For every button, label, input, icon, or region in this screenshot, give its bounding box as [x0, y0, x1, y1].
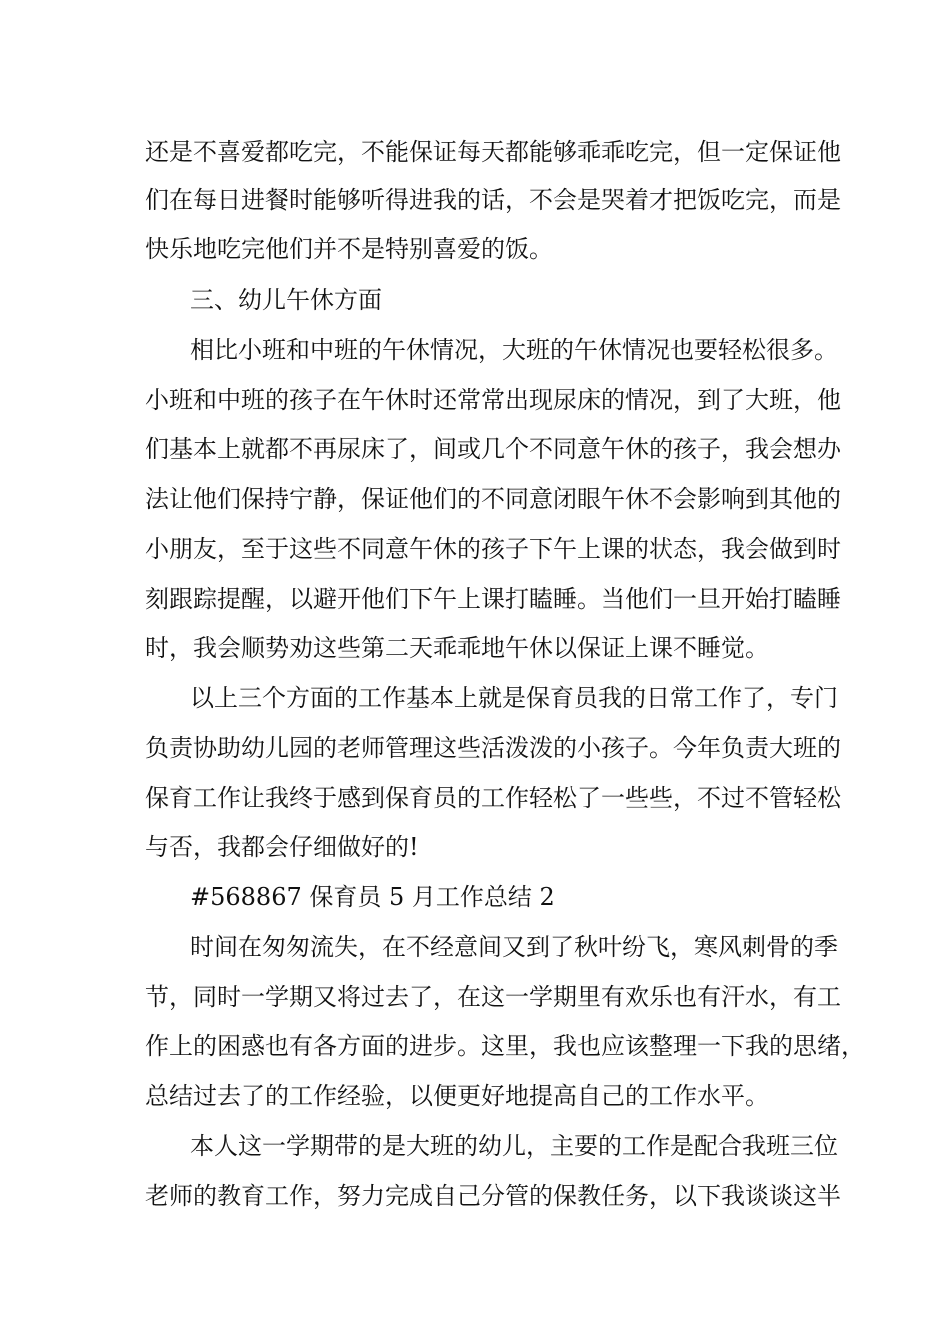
text-line: 总结过去了的工作经验，以便更好地提高自己的工作水平。 [145, 1082, 769, 1110]
text-line: 刻跟踪提醒，以避开他们下午上课打瞌睡。当他们一旦开始打瞌睡 [145, 585, 841, 613]
text-line: 负责协助幼儿园的老师管理这些活泼泼的小孩子。今年负责大班的 [145, 734, 841, 762]
text-line: 作上的困惑也有各方面的进步。这里，我也应该整理一下我的思绪， [145, 1032, 865, 1060]
text-line: 法让他们保持宁静，保证他们的不同意闭眼午休不会影响到其他的 [145, 485, 841, 513]
section-heading: #568867 保育员 5 月工作总结 2 [190, 883, 555, 911]
text-line: 小班和中班的孩子在午休时还常常出现尿床的情况，到了大班，他 [145, 386, 841, 414]
text-line: 们基本上就都不再尿床了，间或几个不同意午休的孩子，我会想办 [145, 435, 841, 463]
text-line: 时，我会顺势劝这些第二天乖乖地午休以保证上课不睡觉。 [145, 634, 769, 662]
text-line: 小朋友，至于这些不同意午休的孩子下午上课的状态，我会做到时 [145, 535, 841, 563]
text-line: 时间在匆匆流失，在不经意间又到了秋叶纷飞，寒风刺骨的季 [190, 933, 838, 961]
section-heading: 三、幼儿午休方面 [190, 286, 382, 314]
text-line: 保育工作让我终于感到保育员的工作轻松了一些些，不过不管轻松 [145, 784, 841, 812]
text-line: 还是不喜爱都吃完，不能保证每天都能够乖乖吃完，但一定保证他 [145, 138, 841, 166]
text-line: 以上三个方面的工作基本上就是保育员我的日常工作了，专门 [190, 684, 838, 712]
text-line: 快乐地吃完他们并不是特别喜爱的饭。 [145, 235, 553, 263]
text-line: 本人这一学期带的是大班的幼儿，主要的工作是配合我班三位 [190, 1132, 838, 1160]
text-line: 老师的教育工作，努力完成自己分管的保教任务，以下我谈谈这半 [145, 1182, 841, 1210]
text-line: 节，同时一学期又将过去了，在这一学期里有欢乐也有汗水，有工 [145, 983, 841, 1011]
text-line: 们在每日进餐时能够听得进我的话，不会是哭着才把饭吃完，而是 [145, 186, 841, 214]
text-line: 与否，我都会仔细做好的! [145, 833, 419, 861]
text-line: 相比小班和中班的午休情况，大班的午休情况也要轻松很多。 [190, 336, 838, 364]
